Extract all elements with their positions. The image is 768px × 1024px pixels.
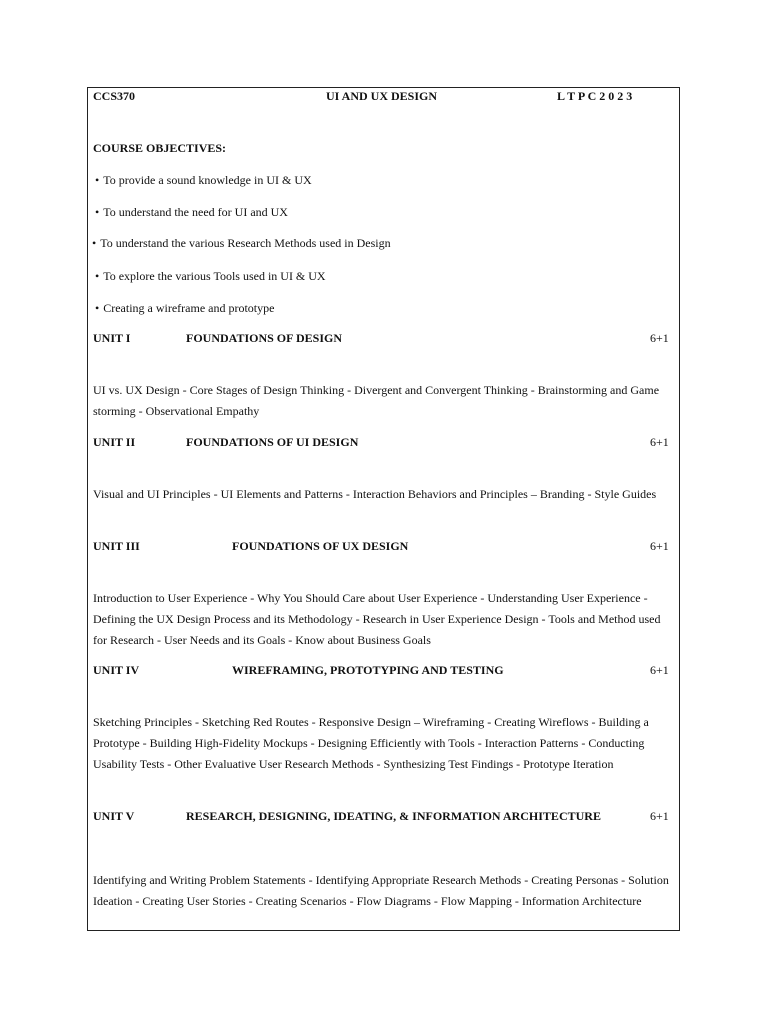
unit-title: RESEARCH, DESIGNING, IDEATING, & INFORMATION ARCHITECTURE (186, 809, 601, 823)
unit-hours: 6+1 (650, 809, 669, 823)
unit-content: Sketching Principles - Sketching Red Routes - Responsive Design – Wireframing - Creating Wireflows - Building a Prototype - Building High-Fidelity Mockups - Designing Efficiently with Tools - Interaction Patterns - Conducting Usability Tests - Other Evaluative User Research Methods - Synthesizing Test Findings - Prototype Iteration (93, 715, 649, 771)
bullet-icon: • (92, 236, 97, 250)
unit-title: WIREFRAMING, PROTOTYPING AND TESTING (232, 663, 504, 677)
unit-hours: 6+1 (650, 539, 669, 553)
unit-content: Identifying and Writing Problem Statements - Identifying Appropriate Research Methods - Creating Personas - Solution Ideation - Creating User Stories - Creating Scenarios - Flow Diagrams - Flow Mapping - Information Architecture (93, 873, 669, 908)
objectives-heading: COURSE OBJECTIVES: (93, 141, 227, 155)
unit-number: UNIT III (93, 539, 140, 553)
course-code: CCS370 (93, 89, 136, 103)
unit-content: Visual and UI Principles - UI Elements and Patterns - Interaction Behaviors and Principles – Branding - Style Guides (93, 487, 657, 501)
unit-number: UNIT II (93, 435, 136, 449)
unit-number: UNIT IV (93, 663, 140, 677)
unit-title: FOUNDATIONS OF DESIGN (186, 331, 343, 345)
objective-item (95, 269, 326, 284)
objective-text: To understand the various Research Methods used in Design (100, 236, 391, 250)
bullet-icon: • (95, 269, 100, 283)
unit-hours: 6+1 (650, 663, 669, 677)
objective-item (95, 301, 274, 316)
unit-hours: 6+1 (650, 435, 669, 449)
objective-text: To provide a sound knowledge in UI & UX (103, 173, 312, 187)
unit-number: UNIT I (93, 331, 131, 345)
unit-hours: 6+1 (650, 331, 669, 345)
unit-content: UI vs. UX Design - Core Stages of Design Thinking - Divergent and Convergent Thinking - Brainstorming and Game storming - Observational Empathy (93, 383, 660, 418)
course-title: UI AND UX DESIGN (326, 89, 438, 103)
course-ltpc: L T P C 2 0 2 3 (557, 89, 633, 103)
bullet-icon: • (95, 173, 100, 187)
unit-title: FOUNDATIONS OF UI DESIGN (186, 435, 359, 449)
unit-title: FOUNDATIONS OF UX DESIGN (232, 539, 409, 553)
unit-content: Introduction to User Experience - Why You Should Care about User Experience - Understanding User Experience - Defining the UX Design Process and its Methodology - Research in User Experience Design - Tools and Method used for Research - User Needs and its Goals - Know about Business Goals (93, 591, 661, 647)
objective-text: To explore the various Tools used in UI & UX (103, 269, 326, 283)
objective-text: To understand the need for UI and UX (103, 205, 288, 219)
objective-text: Creating a wireframe and prototype (103, 301, 275, 315)
bullet-icon: • (95, 205, 100, 219)
objective-item (95, 205, 288, 220)
objective-item (92, 236, 391, 251)
bullet-icon: • (95, 301, 100, 315)
unit-number: UNIT V (93, 809, 135, 823)
objective-item (95, 173, 312, 188)
